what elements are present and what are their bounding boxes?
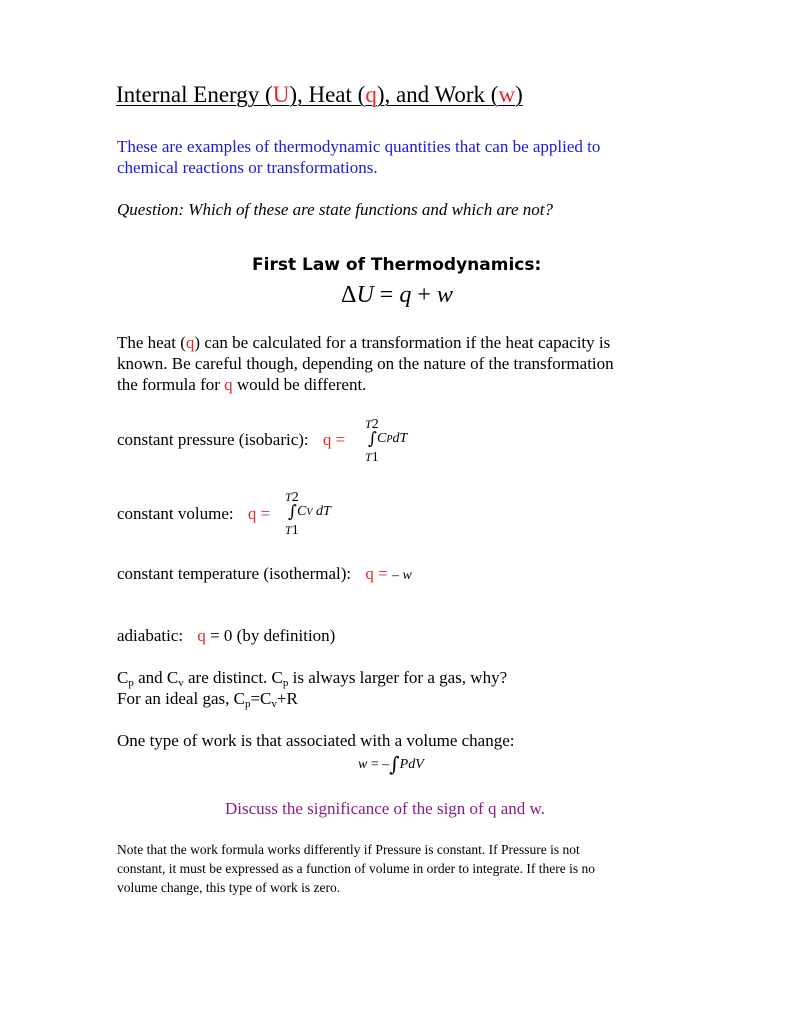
intro-paragraph	[117, 136, 600, 178]
cp-cv-paragraph	[117, 667, 507, 709]
note-line-2: constant, it must be expressed as a function of volume in order to integrate. If there is no	[117, 861, 595, 876]
title-q: q	[365, 82, 377, 107]
isochoric-q: q =	[247, 504, 271, 523]
cp-cv-line-1: $C_p$ and $C_v$ are distinct. $C_p$ is always larger for a gas, why?	[117, 668, 508, 689]
delta-symbol: Δ	[341, 282, 357, 308]
title-text-1: Internal Energy (	[116, 82, 273, 107]
isothermal-row	[117, 563, 412, 586]
note-line-3: volume change, this type of work is zero.	[117, 880, 341, 895]
first-law-heading: First Law of Thermodynamics:	[252, 255, 542, 275]
eq-q: q	[399, 282, 412, 308]
work-equation	[358, 752, 424, 776]
isobaric-upper-limit: T2	[365, 417, 379, 432]
title-text-2: ), Heat (	[289, 82, 366, 107]
first-law-equation	[341, 282, 453, 309]
eq-w: w	[436, 282, 453, 308]
heat-paragraph	[117, 332, 614, 395]
isochoric-lower-limit: T1	[285, 523, 299, 538]
adiabatic-label: adiabatic:	[117, 626, 184, 645]
isothermal-rhs: – w	[391, 568, 412, 583]
adiabatic-row	[117, 625, 335, 646]
isobaric-q: q =	[322, 430, 346, 449]
heat-line-1: The heat (q) can be calculated for a transformation if the heat capacity is	[117, 333, 611, 352]
isochoric-integrand: CV dT	[297, 504, 331, 519]
isochoric-row	[117, 503, 270, 524]
title-w: w	[498, 82, 516, 107]
question: Question: Which of these are state functions and which are not?	[117, 200, 553, 219]
isobaric-integral-icon: ∫	[368, 429, 377, 449]
isobaric-label: constant pressure (isobaric):	[117, 430, 309, 449]
work-eq: = –	[370, 757, 390, 772]
isobaric-integrand: CPdT	[377, 431, 408, 446]
work-w: w	[358, 757, 368, 772]
isochoric-upper-limit: T2	[285, 490, 299, 505]
eq-equals: =	[379, 282, 394, 308]
page-title	[116, 82, 523, 108]
title-text-3: ), and Work (	[376, 82, 499, 107]
isothermal-q: q =	[365, 564, 388, 583]
adiabatic-rest: = 0 (by definition)	[210, 626, 336, 645]
cp-cv-line-2: For an ideal gas, $C_p=C_v+R$	[117, 689, 298, 710]
intro-line-1: These are examples of thermodynamic quantities that can be applied to	[117, 137, 601, 156]
heat-line-3: the formula for q would be different.	[117, 375, 367, 394]
intro-line-2: chemical reactions or transformations.	[117, 158, 378, 177]
isochoric-integral-icon: ∫	[288, 502, 297, 522]
isothermal-label: constant temperature (isothermal):	[117, 564, 352, 583]
discuss-line: Discuss the significance of the sign of q and w.	[225, 799, 545, 818]
title-u: U	[272, 82, 290, 107]
isochoric-label: constant volume:	[117, 504, 234, 523]
work-integrand: PdV	[399, 757, 424, 772]
note-paragraph	[117, 840, 595, 897]
isobaric-row	[117, 429, 345, 450]
eq-plus: +	[417, 282, 431, 308]
heat-line-2: known. Be careful though, depending on the nature of the transformation	[117, 354, 614, 373]
adiabatic-q: q	[197, 626, 206, 645]
eq-u: U	[356, 282, 374, 308]
work-integral-icon: ∫	[389, 752, 400, 776]
note-line-1: Note that the work formula works differently if Pressure is constant. If Pressure is not	[117, 842, 580, 857]
isobaric-lower-limit: T1	[365, 450, 379, 465]
title-text-4: )	[515, 82, 523, 107]
work-line: One type of work is that associated with a volume change:	[117, 731, 515, 750]
